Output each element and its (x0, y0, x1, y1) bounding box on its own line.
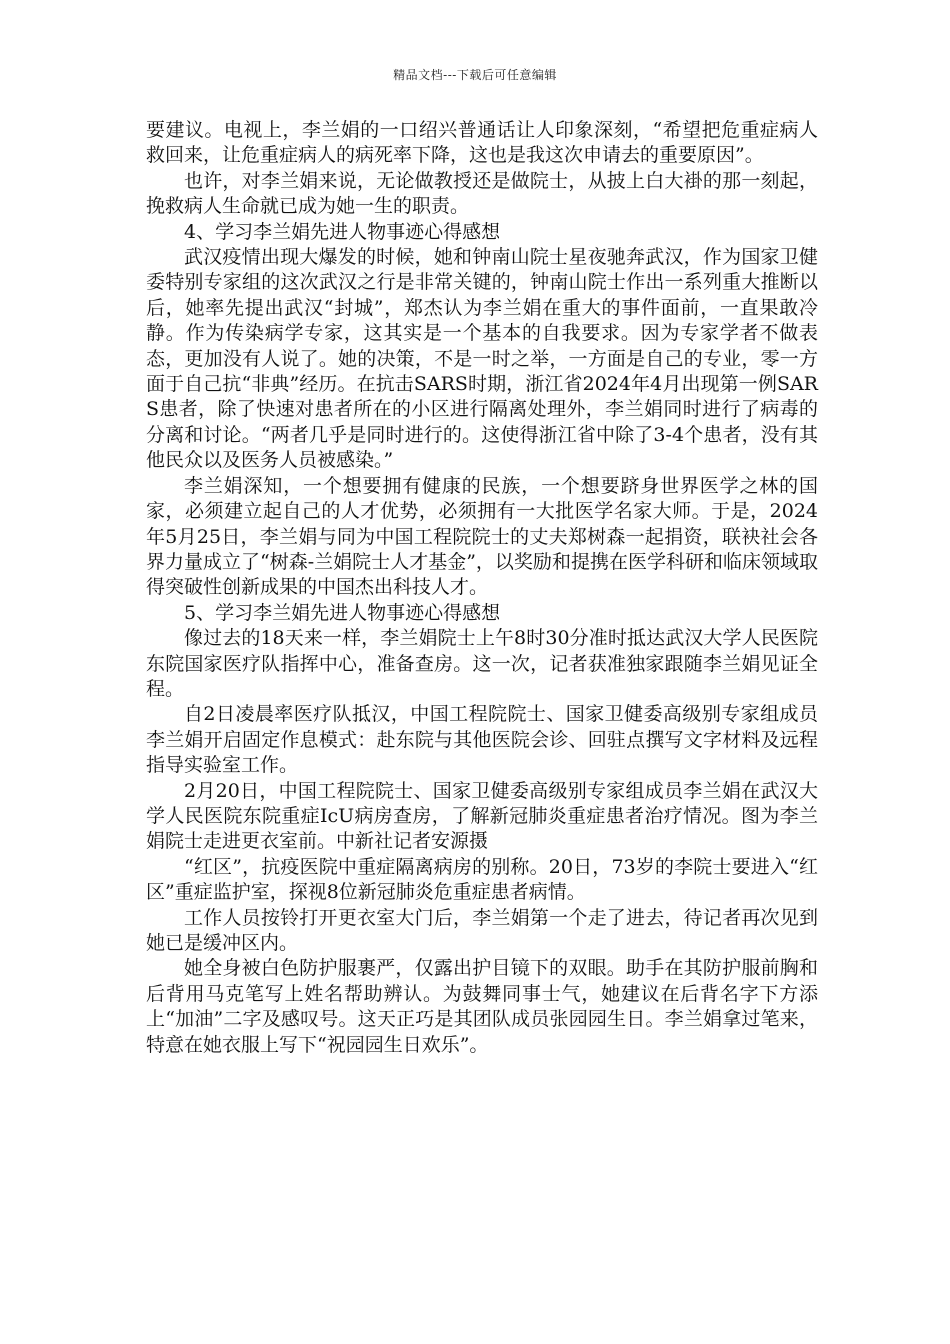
paragraph: 她全身被白色防护服裹严，仅露出护目镜下的双眼。助手在其防护服前胸和后背用马克笔写上姓名帮助辨认。为鼓舞同事士气，她建议在后背名字下方添上“加油”二字及感叹号。这天正巧是其团队成员张园园生日。李兰娟拿过笔来，特意在她衣服上写下“祝园园生日欢乐”。 (146, 957, 818, 1056)
paragraph: 工作人员按铃打开更衣室大门后，李兰娟第一个走了进去，待记者再次见到她已是缓冲区内。 (146, 906, 818, 954)
paragraph-continued: 要建议。电视上，李兰娟的一口绍兴普通话让人印象深刻，“希望把危重症病人救回来，让危重症病人的病死率下降，这也是我这次申请去的重要原因”。 (146, 119, 818, 167)
document-body (146, 118, 818, 1058)
paragraph: 2月20日，中国工程院院士、国家卫健委高级别专家组成员李兰娟在武汉大学人民医院东院重症IcU病房查房，了解新冠肺炎重症患者治疗情况。图为李兰娟院士走进更衣室前。中新社记者安源摄 (146, 779, 818, 853)
section-heading-4: 4、学习李兰娟先进人物事迹心得感想 (184, 220, 501, 243)
paragraph: 武汉疫情出现大爆发的时候，她和钟南山院士星夜驰奔武汉，作为国家卫健委特别专家组的这次武汉之行是非常关键的，钟南山院士作出一系列重大推断以后，她率先提出武汉“封城”，郑杰认为李兰娟在重大的事件面前，一直果敢冷静。作为传染病学专家，这其实是一个基本的自我要求。因为专家学者不做表态，更加没有人说了。她的决策，不是一时之举，一方面是自己的专业，零一方面于自己抗“非典”经历。在抗击SARS时期，浙江省2024年4月出现第一例SARS患者，除了快速对患者所在的小区进行隔离处理外，李兰娟同时进行了病毒的分离和讨论。“两者几乎是同时进行的。这使得浙江省中除了3-4个患者，没有其他民众以及医务人员被感染。” (146, 246, 818, 472)
paragraph: 也许，对李兰娟来说，无论做教授还是做院士，从披上白大褂的那一刻起，挽救病人生命就已成为她一生的职责。 (146, 169, 818, 218)
section-heading-5: 5、学习李兰娟先进人物事迹心得感想 (184, 601, 501, 624)
paragraph: 李兰娟深知，一个想要拥有健康的民族，一个想要跻身世界医学之林的国家，必须建立起自己的人才优势，必须拥有一大批医学名家大师。于是，2024年5月25日，李兰娟与同为中国工程院院士的丈夫郑树森一起捐资，联袂社会各界力量成立了“树森-兰娟院士人才基金”，以奖励和提携在医学科研和临床领域取得突破性创新成果的中国杰出科技人才。 (146, 474, 818, 599)
page-header: 精品文档---下载后可任意编辑 (393, 68, 557, 82)
paragraph: “红区”，抗疫医院中重症隔离病房的别称。20日，73岁的李院士要进入“红区”重症监护室，探视8位新冠肺炎危重症患者病情。 (146, 855, 818, 904)
paragraph: 像过去的18天来一样，李兰娟院士上午8时30分准时抵达武汉大学人民医院东院国家医疗队指挥中心，准备查房。这一次，记者获准独家跟随李兰娟见证全程。 (146, 627, 818, 700)
paragraph: 自2日凌晨率医疗队抵汉，中国工程院院士、国家卫健委高级别专家组成员李兰娟开启固定作息模式：赴东院与其他医院会诊、回驻点撰写文字材料及远程指导实验室工作。 (146, 703, 818, 777)
